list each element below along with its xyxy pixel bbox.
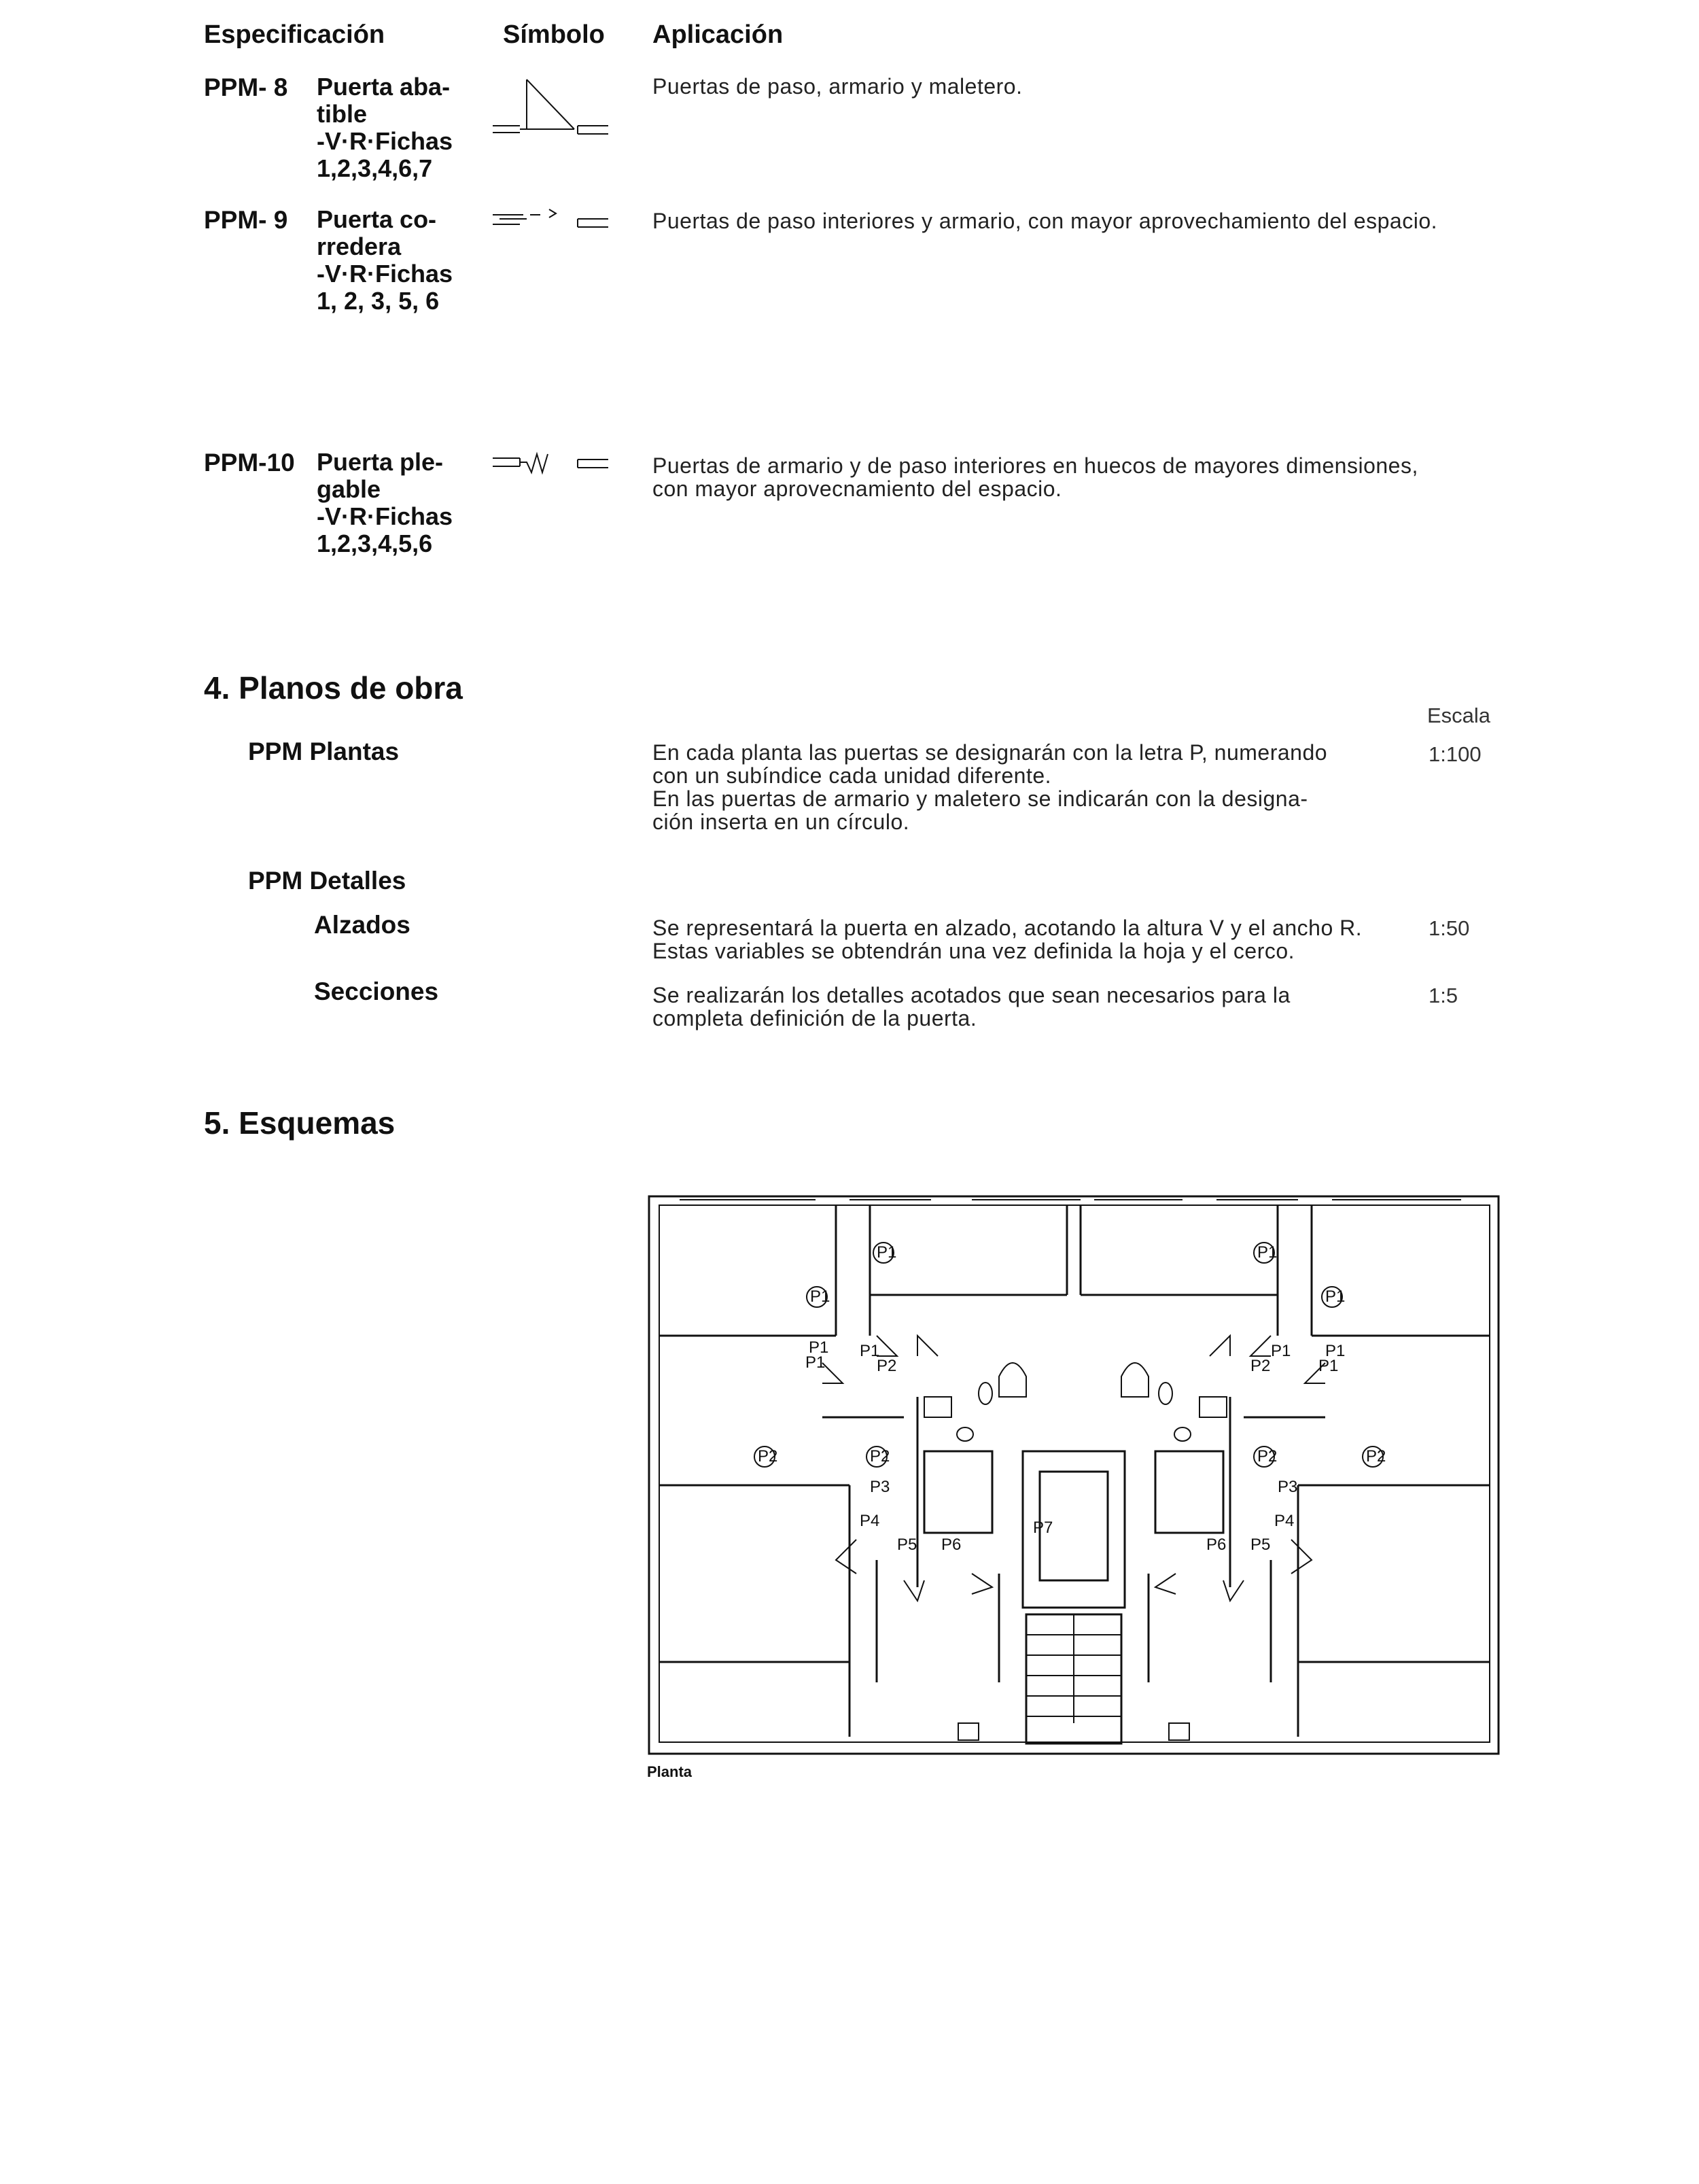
svg-text:P3: P3 (870, 1478, 890, 1496)
svg-text:P3: P3 (1278, 1478, 1298, 1496)
svg-text:P2: P2 (1257, 1447, 1278, 1466)
figure-caption: Planta (647, 1763, 693, 1780)
svg-text:P1: P1 (809, 1338, 829, 1357)
row-code: PPM- 8 (204, 73, 288, 101)
subsection-label: Alzados (314, 911, 410, 939)
svg-text:P5: P5 (897, 1536, 917, 1554)
svg-text:P1: P1 (1257, 1243, 1278, 1262)
svg-text:P1: P1 (810, 1287, 830, 1306)
row-spec: Puerta ple- gable -V·R·Fichas 1,2,3,4,5,6 (317, 448, 453, 557)
svg-text:P2: P2 (877, 1357, 897, 1375)
row-application: Puertas de armario y de paso interiores en huecos de mayores dimensiones, con mayor aprovecnamiento del espacio. (652, 453, 1418, 501)
svg-text:P1: P1 (805, 1353, 826, 1372)
scale-value: 1:100 (1429, 742, 1482, 766)
scale-header: Escala (1427, 704, 1491, 727)
svg-text:P2: P2 (1250, 1357, 1271, 1375)
svg-text:P4: P4 (860, 1512, 880, 1530)
svg-text:P2: P2 (870, 1447, 890, 1466)
header-symbol: Símbolo (503, 20, 605, 49)
floor-plan-drawing (646, 1193, 1502, 1757)
header-application: Aplicación (652, 20, 784, 49)
subsection-label: PPM Detalles (248, 867, 406, 895)
svg-text:P2: P2 (758, 1447, 778, 1466)
subsection-text: Se representará la puerta en alzado, acotando la altura V y el ancho R. Estas variables se obtendrán una vez definida la hoja y el cerco. (652, 916, 1363, 963)
svg-text:P6: P6 (941, 1536, 962, 1554)
svg-text:P6: P6 (1206, 1536, 1227, 1554)
svg-text:P1: P1 (860, 1342, 880, 1360)
folding-door-symbol-icon (489, 449, 612, 483)
svg-text:P1: P1 (1325, 1342, 1346, 1360)
svg-text:P2: P2 (1366, 1447, 1386, 1466)
subsection-label: Secciones (314, 977, 439, 1005)
section-title: 5. Esquemas (204, 1105, 396, 1141)
swing-door-symbol-icon (489, 71, 612, 139)
row-spec: Puerta co- rredera -V·R·Fichas 1, 2, 3, 5, 6 (317, 205, 453, 315)
svg-text:P1: P1 (877, 1243, 897, 1262)
svg-text:P4: P4 (1274, 1512, 1295, 1530)
subsection-text: En cada planta las puertas se designarán con la letra P, numerando con un subíndice cada unidad diferente. En las puertas de armario y maletero se indicarán con la designa- ción inserta en un círculo. (652, 740, 1328, 834)
scale-value: 1:50 (1429, 916, 1470, 940)
header-specification: Especificación (204, 20, 385, 49)
svg-text:P7: P7 (1033, 1519, 1053, 1537)
svg-text:P1: P1 (1271, 1342, 1291, 1360)
row-spec: Puerta aba- tible -V·R·Fichas 1,2,3,4,6,7 (317, 73, 453, 182)
subsection-text: Se realizarán los detalles acotados que sean necesarios para la completa definición de la puerta. (652, 983, 1291, 1030)
svg-text:P1: P1 (1318, 1357, 1339, 1375)
svg-text:P1: P1 (1325, 1287, 1346, 1306)
row-code: PPM- 9 (204, 206, 288, 234)
subsection-label: PPM Plantas (248, 738, 400, 765)
section-title: 4. Planos de obra (204, 670, 463, 706)
scale-value: 1:5 (1429, 984, 1458, 1007)
sliding-door-symbol-icon (489, 204, 612, 238)
svg-text:P5: P5 (1250, 1536, 1271, 1554)
row-application: Puertas de paso interiores y armario, con mayor aprovechamiento del espacio. (652, 209, 1438, 233)
row-application: Puertas de paso, armario y maletero. (652, 74, 1023, 99)
row-code: PPM-10 (204, 449, 295, 476)
